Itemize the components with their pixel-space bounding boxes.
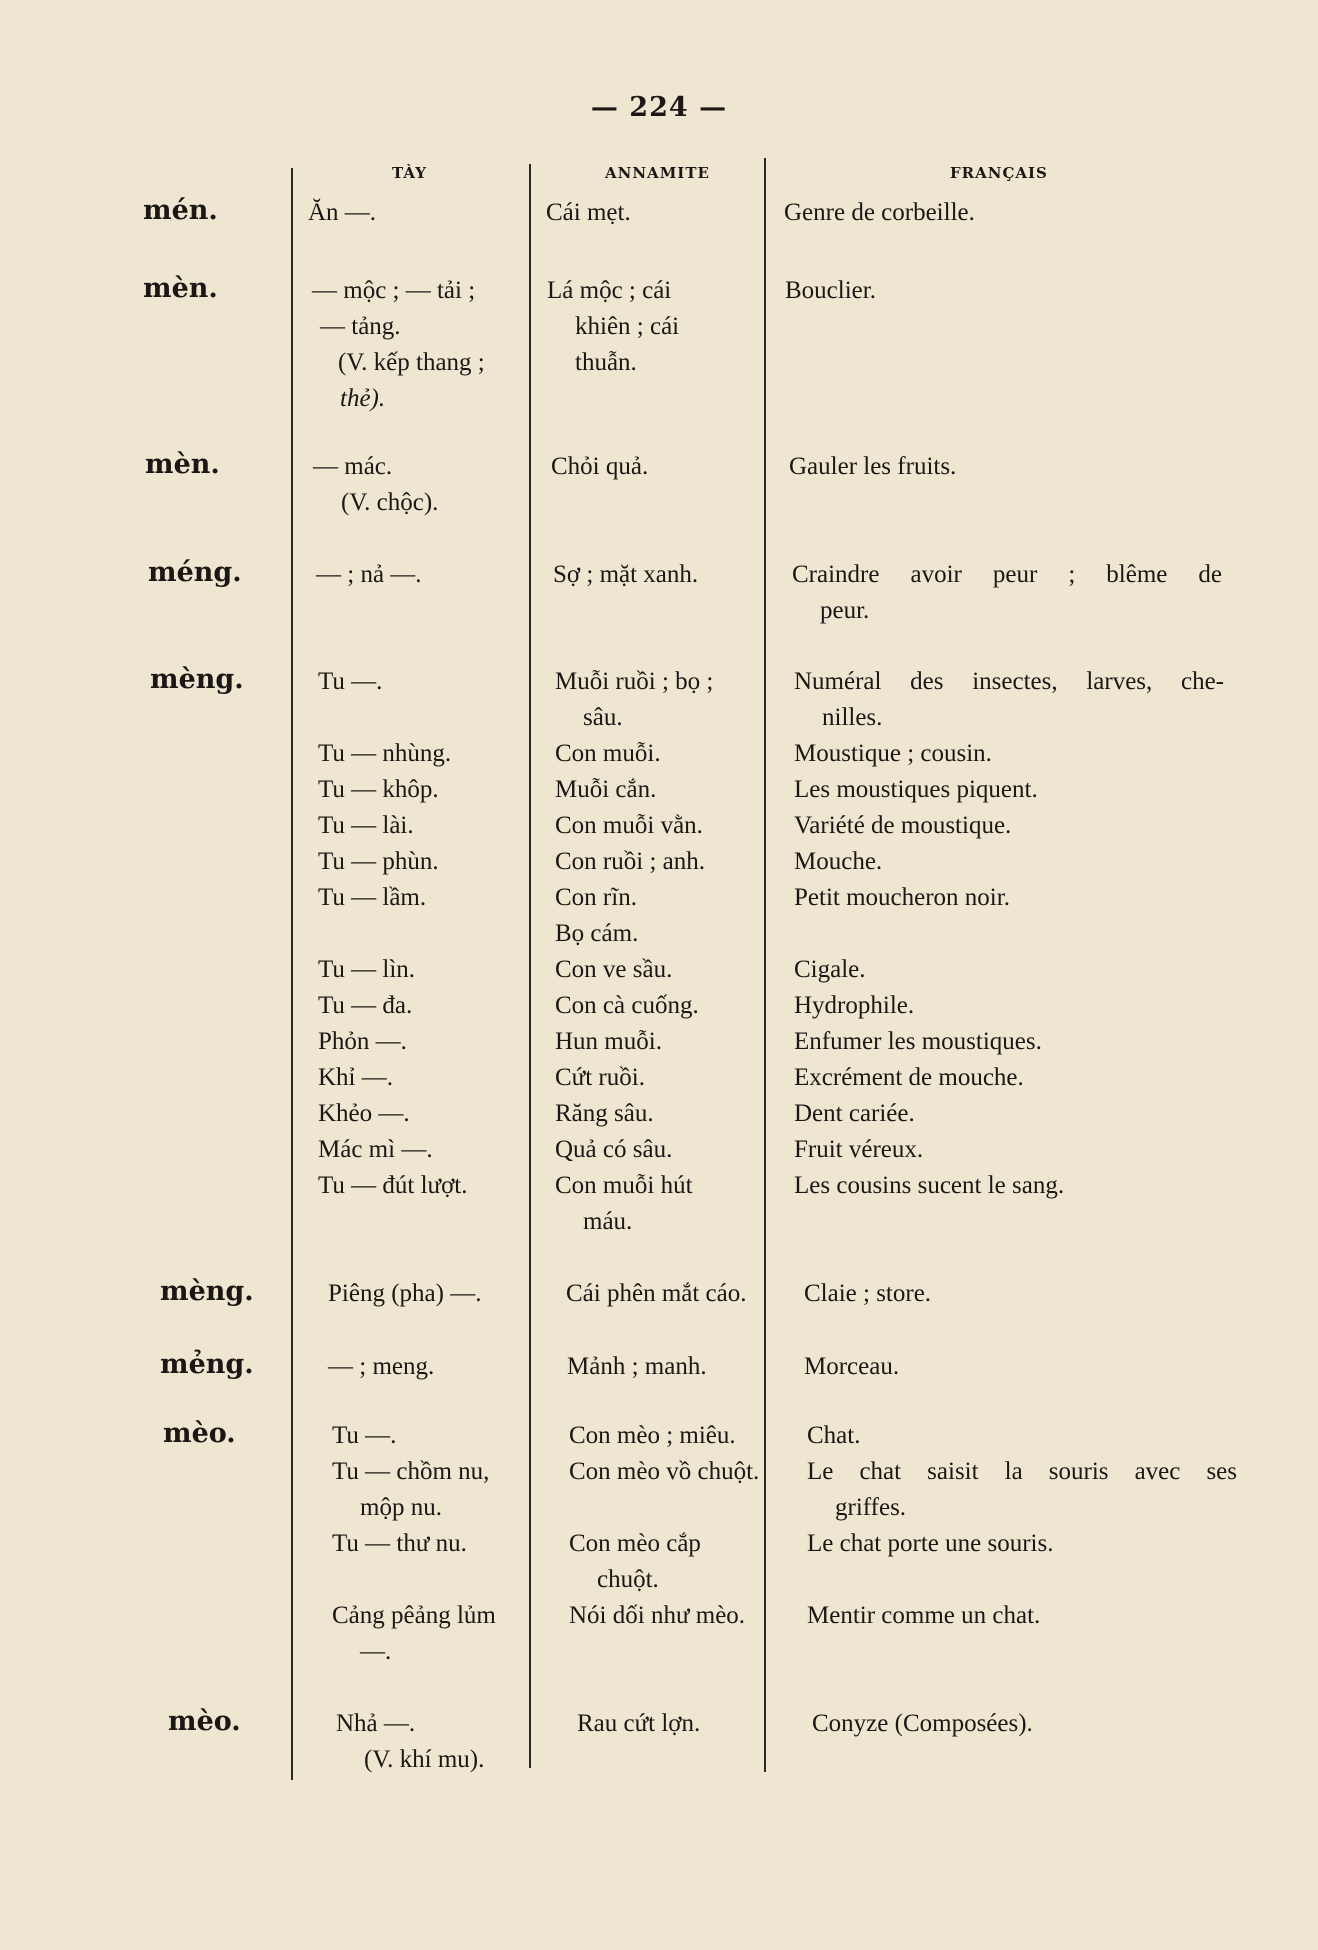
annamite-cell — [546, 195, 758, 231]
annamite-line: Rau cứt lợn. — [577, 1710, 701, 1737]
tay-line: (V. chộc). — [341, 489, 439, 516]
tay-line: Tu — đút lượt. — [318, 1172, 468, 1199]
francais-line: Petit moucheron noir. — [794, 884, 1010, 911]
annamite-cell — [577, 1706, 789, 1742]
tay-line: Cảng pêảng lủm — [332, 1602, 496, 1629]
tay-cell — [328, 1349, 538, 1385]
annamite-cell — [551, 449, 763, 485]
tay-line: Tu — đa. — [318, 992, 413, 1019]
tay-line: Khỉ —. — [318, 1064, 393, 1091]
francais-line: Mouche. — [794, 848, 883, 875]
entry-headword: mèn. — [145, 449, 220, 480]
column-header-francais: FRANÇAIS — [950, 164, 1048, 182]
tay-line: Tu — nhùng. — [318, 740, 452, 767]
annamite-line: Con muỗi hút — [555, 1172, 693, 1199]
francais-cell — [789, 449, 1249, 485]
annamite-line: Con mèo cắp — [569, 1530, 701, 1557]
annamite-line: Quả có sâu. — [555, 1136, 673, 1163]
tay-line: Phỏn —. — [318, 1028, 407, 1055]
entry-headword: mén. — [143, 195, 218, 226]
annamite-line: Lá mộc ; cái — [547, 277, 672, 304]
francais-line: Craindre avoir peur ; blême de — [792, 561, 1222, 588]
annamite-line: Muỗi ruồi ; bọ ; — [555, 668, 714, 695]
annamite-line: Bọ cám. — [555, 920, 639, 947]
tay-line: Tu — chồm nu, — [332, 1458, 490, 1485]
tay-line: Ăn —. — [308, 199, 377, 226]
francais-line: Variété de moustique. — [794, 812, 1012, 839]
francais-line: Chat. — [807, 1422, 861, 1449]
column-header-tay: TÀY — [392, 164, 427, 182]
column-header-annamite: ANNAMITE — [605, 164, 710, 182]
tay-cell — [336, 1706, 546, 1778]
annamite-line: Con ve sầu. — [555, 956, 673, 983]
tay-cell — [328, 1276, 538, 1312]
tay-line: (V. kếp thang ; — [338, 349, 485, 376]
annamite-cell — [553, 557, 765, 593]
entry-headword: mèng. — [150, 664, 244, 695]
tay-cell — [316, 557, 526, 593]
francais-line: Moustique ; cousin. — [794, 740, 992, 767]
annamite-line: máu. — [583, 1208, 633, 1235]
tay-line: — ; nả —. — [316, 561, 422, 588]
tay-line: Khẻo —. — [318, 1100, 410, 1127]
annamite-line: Cái mẹt. — [546, 199, 631, 226]
francais-line: peur. — [820, 597, 870, 624]
francais-line: Le chat porte une souris. — [807, 1530, 1054, 1557]
annamite-line: Con cà cuống. — [555, 992, 699, 1019]
francais-line: Claie ; store. — [804, 1280, 932, 1307]
tay-cell — [318, 664, 528, 1204]
annamite-cell — [566, 1276, 778, 1312]
annamite-line: thuẫn. — [575, 349, 637, 376]
francais-line: nilles. — [822, 704, 883, 731]
francais-line — [794, 916, 1224, 952]
tay-cell — [332, 1418, 542, 1670]
annamite-line: Nói dối như mèo. — [569, 1602, 746, 1629]
page-number: — 224 — — [590, 92, 728, 123]
annamite-cell — [567, 1349, 779, 1385]
annamite-line: Hun muỗi. — [555, 1028, 662, 1055]
tay-line — [318, 700, 528, 736]
tay-line: (V. khí mu). — [364, 1746, 485, 1773]
francais-cell — [794, 664, 1224, 1204]
francais-cell — [784, 195, 1244, 231]
annamite-line: Răng sâu. — [555, 1100, 654, 1127]
tay-cell — [313, 449, 523, 521]
annamite-line: Con mèo vồ chuột. — [569, 1458, 760, 1485]
francais-cell — [792, 557, 1222, 629]
tay-line: —. — [360, 1638, 392, 1665]
tay-line — [318, 916, 528, 952]
annamite-line: Mảnh ; manh. — [567, 1353, 707, 1380]
francais-line: Le chat saisit la souris avec ses — [807, 1458, 1237, 1485]
francais-cell — [785, 273, 1245, 309]
annamite-line: khiên ; cái — [575, 313, 680, 340]
tay-line: Tu — phùn. — [318, 848, 439, 875]
annamite-cell — [555, 664, 767, 1240]
francais-cell — [804, 1276, 1264, 1312]
tay-line — [332, 1562, 542, 1598]
annamite-line: Con rĩn. — [555, 884, 637, 911]
entry-headword: mèo. — [163, 1418, 236, 1449]
francais-line: Hydrophile. — [794, 992, 915, 1019]
francais-line: Gauler les fruits. — [789, 453, 957, 480]
annamite-line: Con mèo ; miêu. — [569, 1422, 736, 1449]
tay-line: Tu — lìn. — [318, 956, 416, 983]
annamite-line: sâu. — [583, 704, 623, 731]
tay-line: mộp nu. — [360, 1494, 442, 1521]
tay-cell — [308, 195, 518, 231]
francais-line: Cigale. — [794, 956, 866, 983]
annamite-line: Cứt ruồi. — [555, 1064, 645, 1091]
annamite-line: Cái phên mắt cáo. — [566, 1280, 747, 1307]
tay-line: Tu — lài. — [318, 812, 414, 839]
tay-line: — mác. — [313, 453, 393, 480]
francais-line: Les moustiques piquent. — [794, 776, 1038, 803]
francais-line: Dent cariée. — [794, 1100, 915, 1127]
tay-line: Tu — lầm. — [318, 884, 427, 911]
tay-cell — [312, 273, 522, 417]
francais-line: Excrément de mouche. — [794, 1064, 1024, 1091]
entry-headword: mẻng. — [160, 1349, 254, 1380]
francais-cell — [807, 1418, 1237, 1634]
annamite-line: Chỏi quả. — [551, 453, 649, 480]
entry-headword: mèng. — [160, 1276, 254, 1307]
annamite-line: Con ruồi ; anh. — [555, 848, 705, 875]
francais-line: Enfumer les moustiques. — [794, 1028, 1042, 1055]
francais-line: Bouclier. — [785, 277, 876, 304]
tay-line: Tu — thư nu. — [332, 1530, 467, 1557]
francais-line: Conyze (Composées). — [812, 1710, 1033, 1737]
annamite-line: Muỗi cắn. — [555, 776, 657, 803]
annamite-line — [569, 1490, 781, 1526]
francais-cell — [812, 1706, 1272, 1742]
tay-line: Mác mì —. — [318, 1136, 433, 1163]
francais-line — [807, 1562, 1237, 1598]
annamite-line: Con muỗi vằn. — [555, 812, 703, 839]
tay-line: Nhả —. — [336, 1710, 416, 1737]
tay-line: Piêng (pha) —. — [328, 1280, 482, 1307]
tay-line: — mộc ; — tải ; — [312, 277, 476, 304]
francais-line: griffes. — [835, 1494, 907, 1521]
francais-cell — [804, 1349, 1264, 1385]
francais-line: Genre de corbeille. — [784, 199, 975, 226]
tay-line: Tu — khôp. — [318, 776, 439, 803]
francais-line: Morceau. — [804, 1353, 900, 1380]
francais-line: Numéral des insectes, larves, che- — [794, 668, 1224, 695]
francais-line: Mentir comme un chat. — [807, 1602, 1041, 1629]
francais-line: Fruit véreux. — [794, 1136, 924, 1163]
annamite-line: Sợ ; mặt xanh. — [553, 561, 699, 588]
entry-headword: mèn. — [143, 273, 218, 304]
entry-headword: mèo. — [168, 1706, 241, 1737]
tay-line: — tảng. — [320, 313, 401, 340]
tay-line: thẻ). — [340, 385, 386, 412]
tay-line: — ; meng. — [328, 1353, 435, 1380]
tay-line: Tu —. — [332, 1422, 397, 1449]
annamite-cell — [569, 1418, 781, 1634]
francais-line: Les cousins sucent le sang. — [794, 1172, 1065, 1199]
tay-line: Tu —. — [318, 668, 383, 695]
annamite-cell — [547, 273, 759, 381]
entry-headword: méng. — [148, 557, 242, 588]
annamite-line: Con muỗi. — [555, 740, 661, 767]
column-divider — [291, 168, 293, 1780]
annamite-line: chuột. — [597, 1566, 659, 1593]
